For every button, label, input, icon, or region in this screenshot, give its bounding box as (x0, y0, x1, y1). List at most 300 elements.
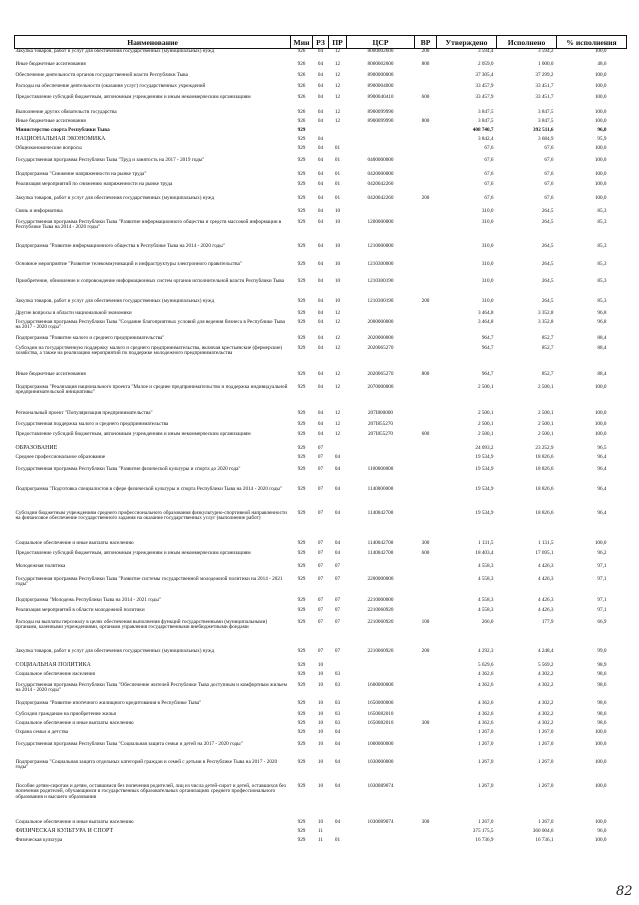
table-row (15, 649, 627, 663)
table-row (15, 608, 627, 620)
row-min: 929 (297, 562, 306, 569)
header-vr: ВР (415, 36, 437, 49)
row-vr (415, 742, 437, 760)
row-approved: 964,7 (481, 334, 494, 341)
row-name: Общеэкономические вопросы (15, 144, 82, 151)
row-executed: 33 451,7 (535, 82, 554, 89)
row-rz: 04 (317, 71, 324, 78)
row-min: 929 (297, 453, 306, 460)
row-pr: 07 (334, 562, 341, 569)
row-approved: 310,0 (481, 260, 494, 267)
row-pr: 12 (334, 420, 341, 427)
row-approved: 3 464,8 (477, 318, 494, 325)
row-approved: 67,6 (484, 194, 494, 201)
row-approved: 4 362,6 (477, 710, 494, 717)
row-approved: 67,6 (484, 144, 494, 151)
row-executed: 67,6 (544, 194, 554, 201)
row-executed: 1 267,0 (537, 818, 554, 825)
row-percent: 88,4 (597, 344, 607, 351)
row-approved: 408 740,7 (472, 126, 494, 133)
row-csr: 8900004000 (367, 82, 394, 89)
row-min: 929 (297, 509, 306, 516)
row-vr: 800 (421, 370, 430, 377)
table-row (15, 760, 627, 784)
row-pr: 04 (334, 740, 341, 747)
row-approved: 310,0 (481, 218, 494, 225)
row-vr: 600 (421, 93, 430, 100)
table-row (15, 346, 627, 372)
row-csr (347, 209, 415, 220)
row-rz: 07 (317, 575, 324, 582)
row-executed: 264,5 (541, 277, 554, 284)
row-name: Реализация мероприятий в области молодежной политики (15, 606, 145, 613)
row-csr: 207I855270 (367, 420, 394, 427)
row-approved: 2 059,0 (477, 60, 494, 67)
row-csr: 8900040410 (367, 93, 394, 100)
row-min: 929 (297, 334, 306, 341)
row-name: Охрана семьи и детства (15, 728, 69, 735)
row-rz: 04 (317, 156, 324, 163)
row-vr (415, 385, 437, 411)
row-pr: 03 (334, 710, 341, 717)
row-approved: 1 267,0 (477, 782, 494, 789)
row-percent: 97,1 (597, 575, 607, 582)
row-name: Закупка товаров, работ и услуг для обеспечения государственных (муниципальных) нужд (15, 48, 215, 54)
row-csr (347, 564, 415, 577)
row-name: НАЦИОНАЛЬНАЯ ЭКОНОМИКА (15, 135, 106, 142)
row-approved: 964,7 (481, 370, 494, 377)
row-rz: 10 (317, 719, 324, 726)
row-csr (347, 446, 415, 455)
row-min: 929 (297, 218, 306, 225)
row-pr: 10 (334, 260, 341, 267)
row-csr: 1140000000 (367, 485, 394, 492)
row-name: Подпрограмма "Развитие малого и среднего предпринимательства" (15, 334, 165, 341)
row-executed: 2 500,1 (537, 409, 554, 416)
row-executed: 4 426,3 (537, 596, 554, 603)
row-executed: 1 131,5 (537, 539, 554, 546)
row-min: 929 (297, 681, 306, 688)
row-percent: 98,6 (597, 670, 607, 677)
row-name: Закупка товаров, работ и услуг для обеспечения государственных (муниципальных) нужд (15, 194, 215, 201)
table-row (15, 683, 627, 701)
row-csr: 1140042700 (367, 539, 394, 546)
row-rz: 04 (317, 82, 324, 89)
row-csr: 8000002600 (367, 60, 394, 67)
row-percent: 96,4 (597, 509, 607, 516)
row-executed: 392 511,6 (533, 126, 554, 133)
row-pr: 12 (334, 82, 341, 89)
row-executed: 18 826,6 (535, 509, 554, 516)
row-rz: 04 (317, 277, 324, 284)
table-row (15, 262, 627, 279)
row-executed: 177,9 (541, 618, 554, 625)
row-percent: 95,9 (597, 135, 607, 142)
row-approved: 4 362,6 (477, 699, 494, 706)
row-csr: 1140042700 (367, 509, 394, 516)
row-vr (415, 209, 437, 220)
table-row (15, 244, 627, 262)
row-rz: 07 (317, 465, 324, 472)
row-rz: 10 (317, 661, 324, 668)
row-rz: 07 (317, 606, 324, 613)
row-approved: 67,6 (484, 156, 494, 163)
row-pr: 01 (334, 170, 341, 177)
row-approved: 4 362,6 (477, 719, 494, 726)
row-csr (347, 455, 415, 467)
row-csr: 1600000000 (367, 681, 394, 688)
table-row (15, 279, 627, 299)
row-rz: 04 (317, 93, 324, 100)
row-csr: 0420042260 (367, 194, 394, 201)
row-executed: 1 267,0 (537, 758, 554, 765)
row-executed: 3 352,8 (537, 309, 554, 316)
row-pr: 12 (334, 344, 341, 351)
row-executed: 37 299,2 (535, 71, 554, 78)
row-csr: 1200000000 (367, 218, 394, 225)
row-pr: 03 (334, 670, 341, 677)
row-min: 929 (297, 207, 306, 214)
row-csr: 1650082010 (367, 719, 394, 726)
row-name: Предоставление субсидий бюджетным, автономным учреждениям и иным некоммерческим организациям (15, 430, 251, 437)
row-csr (347, 672, 415, 683)
row-pr: 10 (334, 277, 341, 284)
row-min: 929 (297, 260, 306, 267)
row-percent: 96,0 (597, 126, 607, 133)
row-rz: 07 (317, 539, 324, 546)
row-csr (347, 838, 415, 847)
row-rz: 04 (317, 260, 324, 267)
row-rz: 04 (317, 318, 324, 325)
row-name: Подпрограмма "Социальная защита отдельных категорий граждан и семей с детьми в Республике Тыва на 2017 - 2020 годы" (15, 758, 278, 771)
row-vr (415, 838, 437, 847)
row-csr: 0420000000 (367, 170, 394, 177)
row-pr: 01 (334, 836, 341, 843)
row-executed: 2 500,1 (537, 383, 554, 390)
row-name: Государственная поддержка малого и среднего предпринимательства (15, 420, 169, 427)
row-pr: 04 (334, 758, 341, 765)
row-vr (415, 411, 437, 422)
row-percent: 100,0 (594, 108, 607, 115)
table-row (15, 422, 627, 432)
row-name: Государственная программа Республики Тыва "Развитие физической культуры и спорта до 2020 года" (15, 465, 241, 472)
row-min: 929 (297, 827, 306, 834)
row-rz: 10 (317, 782, 324, 789)
table-row (15, 564, 627, 577)
row-pr: 12 (334, 309, 341, 316)
row-vr (415, 128, 437, 137)
row-name: Молодежная политика (15, 562, 66, 569)
row-percent: 100,0 (594, 836, 607, 843)
table-row (15, 73, 627, 84)
row-name: Социальное обеспечение населения (15, 670, 95, 677)
row-rz: 07 (317, 618, 324, 625)
row-vr: 200 (421, 48, 430, 54)
table-row (15, 95, 627, 110)
budget-table (14, 35, 627, 847)
row-percent: 96,4 (597, 465, 607, 472)
row-csr: 1000000000 (367, 740, 394, 747)
table-row (15, 182, 627, 196)
row-pr: 04 (334, 539, 341, 546)
row-rz: 04 (317, 344, 324, 351)
row-executed: 852,7 (541, 370, 554, 377)
table-row (15, 49, 627, 62)
row-name: Иные бюджетные ассигнования (15, 60, 86, 67)
row-min: 929 (297, 740, 306, 747)
row-vr (415, 73, 437, 84)
row-approved: 19 534,9 (475, 453, 494, 460)
row-executed: 18 826,6 (535, 485, 554, 492)
row-pr: 07 (334, 647, 341, 654)
row-min: 929 (297, 370, 306, 377)
table-row (15, 158, 627, 172)
row-vr (415, 829, 437, 838)
row-vr (415, 564, 437, 577)
row-executed: 67,6 (544, 180, 554, 187)
row-min: 929 (297, 318, 306, 325)
row-min: 929 (297, 194, 306, 201)
row-min: 929 (297, 758, 306, 765)
row-approved: 24 093,2 (475, 444, 494, 451)
row-csr: 207I855270 (367, 430, 394, 437)
row-name: ОБРАЗОВАНИЕ (15, 444, 58, 451)
row-rz: 07 (317, 485, 324, 492)
row-min: 929 (297, 661, 306, 668)
row-executed: 4 302,2 (537, 699, 554, 706)
table-row (15, 385, 627, 411)
row-percent: 100,0 (594, 420, 607, 427)
row-rz: 10 (317, 740, 324, 747)
row-name: Подпрограмма "Развитие ипотечного жилищного кредитования в Республике Тыва" (15, 699, 202, 706)
row-name: Предоставление субсидий бюджетным, автономным учреждениям и иным некоммерческим организациям (15, 93, 251, 100)
row-pr: 12 (334, 334, 341, 341)
row-pr: 04 (334, 818, 341, 825)
row-pr: 12 (334, 108, 341, 115)
row-csr: 2020000000 (367, 334, 394, 341)
row-rz: 04 (317, 48, 324, 54)
row-executed: 852,7 (541, 334, 554, 341)
row-min: 926 (297, 48, 306, 54)
table-row (15, 551, 627, 564)
row-csr: 1100000000 (367, 465, 394, 472)
row-min: 929 (297, 818, 306, 825)
header-executed: Исполнено (497, 36, 557, 49)
row-percent: 100,0 (594, 430, 607, 437)
row-approved: 16 736,9 (475, 836, 494, 843)
row-rz: 11 (318, 827, 323, 834)
row-min: 929 (297, 596, 306, 603)
row-rz: 04 (317, 420, 324, 427)
row-executed: 3 594,2 (537, 48, 554, 54)
row-vr: 100 (421, 618, 430, 625)
row-pr: 07 (334, 606, 341, 613)
row-percent: 88,4 (597, 370, 607, 377)
table-row (15, 146, 627, 158)
row-pr: 12 (334, 60, 341, 67)
row-min: 929 (297, 465, 306, 472)
row-pr: 01 (334, 194, 341, 201)
row-csr: 8900000000 (367, 71, 394, 78)
row-name: Министерство спорта Республики Тыва (15, 126, 110, 133)
row-percent: 99,0 (597, 647, 607, 654)
row-min: 929 (297, 126, 306, 133)
row-min: 929 (297, 670, 306, 677)
row-csr: 1030000000 (367, 758, 394, 765)
row-rz: 07 (317, 444, 324, 451)
row-rz: 10 (317, 818, 324, 825)
row-executed: 5 569,2 (537, 661, 554, 668)
row-vr (415, 84, 437, 95)
row-approved: 67,6 (484, 180, 494, 187)
row-executed: 2 500,1 (537, 420, 554, 427)
row-vr (415, 346, 437, 372)
row-name: Государственная программа Республики Тыва "Создание благоприятных условий для ведения бизнеса в Республике Тыва на 2017 - 2020 годы" (15, 318, 285, 331)
row-rz: 04 (317, 117, 324, 124)
row-min: 929 (297, 135, 306, 142)
row-name: Региональный проект "Популяризация предпринимательства" (15, 409, 153, 416)
row-executed: 1 267,0 (537, 728, 554, 735)
row-vr (415, 244, 437, 262)
row-pr: 12 (334, 430, 341, 437)
row-vr (415, 760, 437, 784)
row-percent: 100,0 (594, 48, 607, 54)
row-rz: 04 (317, 144, 324, 151)
row-pr: 12 (334, 48, 341, 54)
row-executed: 4 302,2 (537, 719, 554, 726)
row-approved: 67,6 (484, 170, 494, 177)
row-vr: 200 (421, 647, 430, 654)
row-pr: 03 (334, 681, 341, 688)
row-vr (415, 220, 437, 244)
row-name: Физическая культура (15, 836, 63, 843)
row-approved: 2 500,1 (477, 409, 494, 416)
row-pr: 12 (334, 409, 341, 416)
row-rz: 04 (317, 180, 324, 187)
row-executed: 4 426,3 (537, 575, 554, 582)
page-number: 82 (616, 884, 633, 899)
row-executed: 16 736,1 (535, 836, 554, 843)
row-vr (415, 172, 437, 182)
row-pr: 04 (334, 465, 341, 472)
row-rz: 04 (317, 207, 324, 214)
row-approved: 310,0 (481, 297, 494, 304)
row-executed: 264,5 (541, 218, 554, 225)
header-pr: ПР (329, 36, 347, 49)
row-vr: 300 (421, 539, 430, 546)
row-pr: 01 (334, 156, 341, 163)
row-executed: 4 426,3 (537, 562, 554, 569)
row-min: 929 (297, 444, 306, 451)
row-rz: 10 (317, 728, 324, 735)
row-percent: 100,0 (594, 82, 607, 89)
row-percent: 100,0 (594, 180, 607, 187)
row-approved: 3 847,5 (477, 108, 494, 115)
row-vr (415, 701, 437, 712)
row-executed: 264,5 (541, 260, 554, 267)
row-approved: 19 534,9 (475, 509, 494, 516)
row-approved: 1 267,0 (477, 728, 494, 735)
row-vr (415, 730, 437, 742)
row-pr: 12 (334, 117, 341, 124)
row-min: 926 (297, 60, 306, 67)
row-pr: 07 (334, 575, 341, 582)
row-pr: 04 (334, 509, 341, 516)
row-name: Субсидии гражданам на приобретение жилья (15, 710, 116, 717)
row-vr (415, 146, 437, 158)
row-vr (415, 311, 437, 320)
row-csr (347, 146, 415, 158)
row-vr (415, 672, 437, 683)
row-name: Подпрограмма "Молодежь Республики Тыва на 2014 - 2021 годы" (15, 596, 161, 603)
table-body (15, 49, 627, 847)
row-name: Иные бюджетные ассигнования (15, 370, 86, 377)
row-vr: 200 (421, 194, 430, 201)
row-vr: 600 (421, 430, 430, 437)
row-csr: 2020065270 (367, 344, 394, 351)
row-vr (415, 784, 437, 820)
row-executed: 3 684,9 (537, 135, 554, 142)
row-min: 929 (297, 277, 306, 284)
row-percent: 100,0 (594, 740, 607, 747)
row-pr: 12 (334, 370, 341, 377)
row-min: 926 (297, 93, 306, 100)
row-pr: 07 (334, 618, 341, 625)
row-csr: 8000002600 (367, 48, 394, 54)
row-name: ФИЗИЧЕСКАЯ КУЛЬТУРА И СПОРТ (15, 827, 114, 834)
row-min: 929 (297, 297, 306, 304)
table-row (15, 730, 627, 742)
row-vr (415, 446, 437, 455)
row-pr: 03 (334, 699, 341, 706)
table-row (15, 196, 627, 209)
row-vr (415, 262, 437, 279)
row-percent: 100,0 (594, 539, 607, 546)
row-min: 926 (297, 82, 306, 89)
row-approved: 266,0 (481, 618, 494, 625)
row-min: 929 (297, 430, 306, 437)
row-csr (347, 663, 415, 672)
table-row (15, 838, 627, 847)
row-name: Связь и информатика (15, 207, 63, 214)
row-min: 929 (297, 836, 306, 843)
table-row (15, 467, 627, 487)
row-rz: 04 (317, 194, 324, 201)
row-approved: 310,0 (481, 242, 494, 249)
row-name: Расходы на обеспечение деятельности (оказания услуг) государственных учреждений (15, 82, 206, 89)
row-rz: 07 (317, 453, 324, 460)
row-csr: 0400000000 (367, 156, 394, 163)
row-executed: 4 426,3 (537, 606, 554, 613)
table-row (15, 84, 627, 95)
row-name: Среднее профессиональное образование (15, 453, 106, 460)
row-percent: 85,3 (597, 242, 607, 249)
header-percent: % исполнения (557, 36, 627, 49)
row-pr: 12 (334, 93, 341, 100)
row-approved: 4 292,3 (477, 647, 494, 654)
row-approved: 4 362,6 (477, 681, 494, 688)
row-percent: 96,5 (597, 444, 607, 451)
row-name: Государственная программа Республики Тыва "Обеспечение жителей Республики Тыва доступным и комфортным жильем на 2014 - 2020 годы" (15, 681, 287, 694)
row-name: Приобретение, обновление и сопровождение информационных систем органов исполнительной власти Республики Тыва (15, 277, 284, 284)
row-csr: 1030089074 (367, 818, 394, 825)
row-executed: 4 248,4 (537, 647, 554, 654)
row-executed: 1 000,0 (537, 60, 554, 67)
row-executed: 3 847,5 (537, 108, 554, 115)
row-percent: 48,6 (597, 60, 607, 67)
row-min: 929 (297, 719, 306, 726)
row-csr: 1210300190 (367, 277, 394, 284)
